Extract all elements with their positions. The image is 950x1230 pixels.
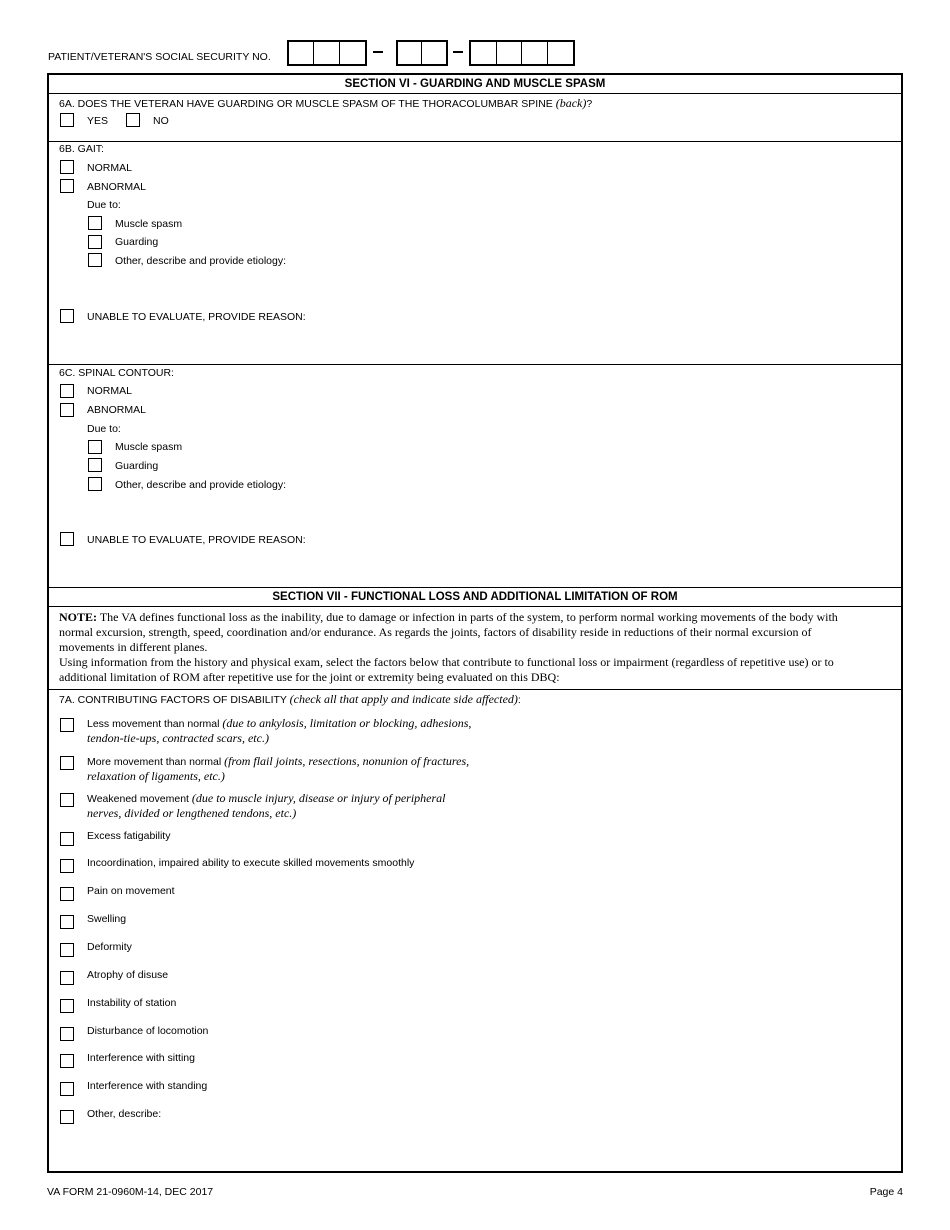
factor-label: Interference with sitting (87, 1052, 195, 1064)
factor-label: Disturbance of locomotion (87, 1025, 209, 1037)
factor-checkbox[interactable] (60, 756, 74, 770)
form-number: VA FORM 21-0960M-14, DEC 2017 (47, 1186, 214, 1198)
q6c-unable-label: UNABLE TO EVALUATE, PROVIDE REASON: (87, 534, 306, 546)
factor-label-continued: relaxation of ligaments, etc.) (87, 769, 225, 783)
factor-label: Interference with standing (87, 1080, 208, 1092)
q6b-guarding-checkbox[interactable] (88, 235, 102, 249)
factor-checkbox[interactable] (60, 1082, 74, 1096)
factor-label: Swelling (87, 913, 127, 925)
q6c-abnormal-checkbox[interactable] (60, 403, 74, 417)
q6c-other-checkbox[interactable] (88, 477, 102, 491)
factor-checkbox[interactable] (60, 1054, 74, 1068)
ssn-field-part2[interactable] (396, 40, 448, 66)
q6c-muscle-spasm-checkbox[interactable] (88, 440, 102, 454)
form-frame (47, 73, 903, 1173)
factor-checkbox[interactable] (60, 859, 74, 873)
q6c-label: 6C. SPINAL CONTOUR: (59, 367, 174, 379)
q6c-muscle-spasm-label: Muscle spasm (115, 441, 183, 453)
q6a-question: 6A. DOES THE VETERAN HAVE GUARDING OR MUSCLE SPASM OF THE THORACOLUMBAR SPINE (back)? (59, 96, 593, 110)
q6b-guarding-label: Guarding (115, 236, 159, 248)
factor-checkbox[interactable] (60, 1027, 74, 1041)
factor-label: Less movement than normal (due to ankylosis, limitation or blocking, adhesions, (87, 716, 472, 730)
factor-checkbox[interactable] (60, 832, 74, 846)
q6b-abnormal-label: ABNORMAL (87, 181, 146, 193)
factor-label: Weakened movement (due to muscle injury, disease or injury of peripheral (87, 791, 446, 805)
factor-label: Incoordination, impaired ability to execute skilled movements smoothly (87, 857, 415, 869)
factor-label-continued: tendon-tie-ups, contracted scars, etc.) (87, 731, 269, 745)
divider (49, 364, 901, 365)
section7-note: NOTE: The VA defines functional loss as the inability, due to damage or infection in parts of the system, to perform normal working movements of the body with normal excursion, strength, speed, coordination and/or endurance. As regards the joints, factors of disability reside in reductions of their normal excursion of movements in different planes. Using information from the history and physical exam, select the factors below that contribute to functional loss or impairment (regardless of repetitive use) or to additional limitation of ROM after repetitive use for the joint or extremity being evaluated on this DBQ: (59, 610, 838, 684)
factor-checkbox[interactable] (60, 999, 74, 1013)
q6c-unable-checkbox[interactable] (60, 532, 74, 546)
q6c-guarding-checkbox[interactable] (88, 458, 102, 472)
factor-checkbox[interactable] (60, 1110, 74, 1124)
factor-checkbox[interactable] (60, 943, 74, 957)
ssn-label: PATIENT/VETERAN'S SOCIAL SECURITY NO. (48, 51, 271, 63)
q6c-other-label: Other, describe and provide etiology: (115, 479, 287, 491)
q6c-guarding-label: Guarding (115, 460, 159, 472)
divider (49, 141, 901, 142)
q6a-yes-label: YES (87, 115, 109, 127)
factor-label: Other, describe: (87, 1108, 162, 1120)
factor-label: Pain on movement (87, 885, 175, 897)
q6b-unable-label: UNABLE TO EVALUATE, PROVIDE REASON: (87, 311, 306, 323)
q6a-yes-checkbox[interactable] (60, 113, 74, 127)
q6c-abnormal-label: ABNORMAL (87, 404, 146, 416)
q6b-normal-checkbox[interactable] (60, 160, 74, 174)
q6b-abnormal-checkbox[interactable] (60, 179, 74, 193)
factor-label: Atrophy of disuse (87, 969, 169, 981)
factor-label: Deformity (87, 941, 132, 953)
q6c-normal-label: NORMAL (87, 385, 132, 397)
divider (49, 689, 901, 690)
ssn-field-part1[interactable] (287, 40, 367, 66)
factor-label: Instability of station (87, 997, 177, 1009)
q7a-label: 7A. CONTRIBUTING FACTORS OF DISABILITY (check all that apply and indicate side affected): (59, 692, 521, 706)
ssn-dash (373, 51, 383, 53)
factor-label-continued: nerves, divided or lengthened tendons, etc.) (87, 806, 297, 820)
ssn-field-part3[interactable] (469, 40, 575, 66)
factor-checkbox[interactable] (60, 718, 74, 732)
q6a-no-checkbox[interactable] (126, 113, 140, 127)
q6b-other-label: Other, describe and provide etiology: (115, 255, 287, 267)
q6c-normal-checkbox[interactable] (60, 384, 74, 398)
q6b-unable-checkbox[interactable] (60, 309, 74, 323)
factor-label: More movement than normal (from flail joints, resections, nonunion of fractures, (87, 754, 470, 768)
q6b-muscle-spasm-checkbox[interactable] (88, 216, 102, 230)
q6b-other-checkbox[interactable] (88, 253, 102, 267)
q6b-normal-label: NORMAL (87, 162, 132, 174)
section6-title: SECTION VI - GUARDING AND MUSCLE SPASM (49, 75, 901, 94)
section7-title: SECTION VII - FUNCTIONAL LOSS AND ADDITIONAL LIMITATION OF ROM (49, 588, 901, 607)
factor-checkbox[interactable] (60, 915, 74, 929)
ssn-dash (453, 51, 463, 53)
factor-label: Excess fatigability (87, 830, 171, 842)
q6b-due-to: Due to: (87, 199, 121, 211)
q6b-label: 6B. GAIT: (59, 143, 104, 155)
q6a-no-label: NO (153, 115, 169, 127)
factor-checkbox[interactable] (60, 793, 74, 807)
factor-checkbox[interactable] (60, 887, 74, 901)
page-number: Page 4 (869, 1186, 903, 1198)
q6b-muscle-spasm-label: Muscle spasm (115, 218, 183, 230)
factor-checkbox[interactable] (60, 971, 74, 985)
q6c-due-to: Due to: (87, 423, 121, 435)
